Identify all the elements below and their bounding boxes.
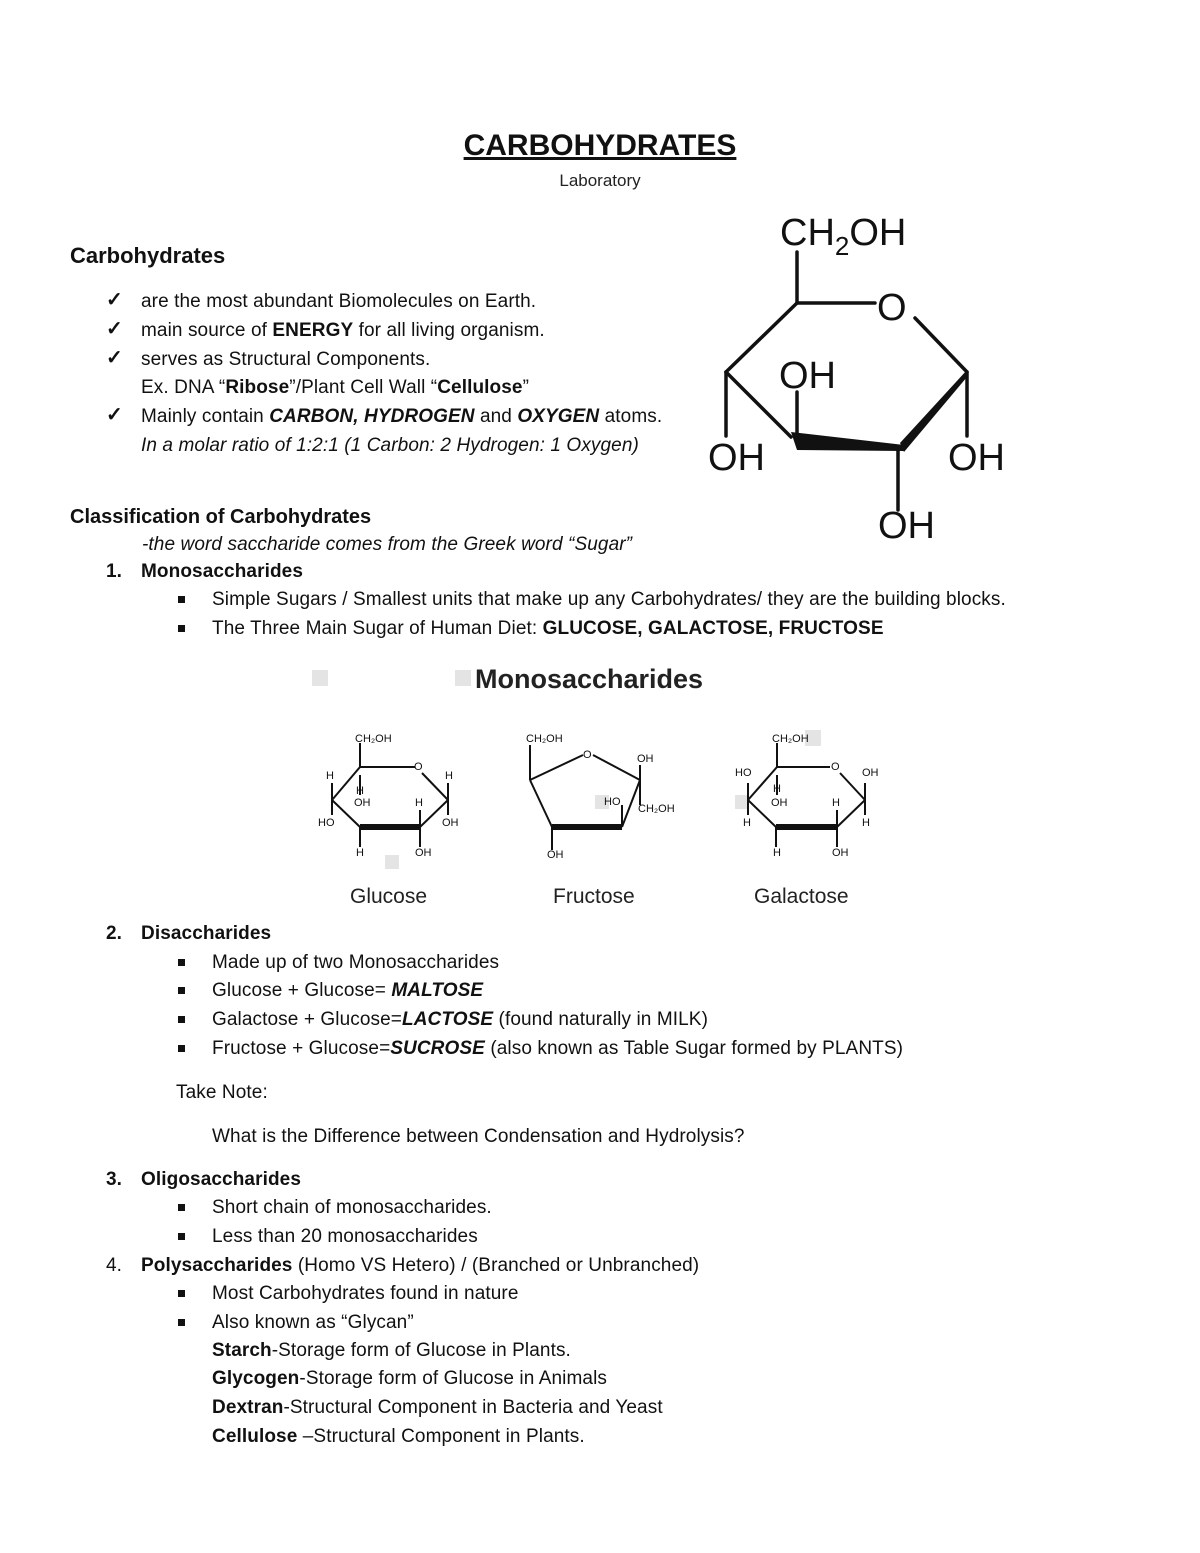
svg-text:H: H — [773, 783, 781, 795]
square-bullet-icon — [178, 1204, 185, 1211]
maltose-line: Glucose + Glucose= MALTOSE — [212, 980, 484, 1001]
svg-text:OH: OH — [878, 505, 935, 547]
svg-text:Glucose: Glucose — [350, 885, 428, 908]
check-icon: ✓ — [106, 289, 123, 311]
svg-text:H: H — [862, 817, 870, 829]
svg-text:OH: OH — [637, 753, 654, 765]
svg-text:Monosaccharides: Monosaccharides — [475, 664, 704, 694]
list-number: 2. — [106, 923, 123, 944]
polysaccharides-heading: Polysaccharides (Homo VS Hetero) / (Branched or Unbranched) — [141, 1255, 700, 1276]
molar-ratio: In a molar ratio of 1:2:1 (1 Carbon: 2 Hydrogen: 1 Oxygen) — [141, 435, 639, 456]
section-heading-carbohydrates: Carbohydrates — [70, 243, 226, 268]
svg-text:H: H — [356, 847, 364, 859]
square-bullet-icon — [178, 1045, 185, 1052]
poly-glycan: Also known as “Glycan” — [212, 1312, 414, 1333]
svg-text:Fructose: Fructose — [553, 885, 635, 908]
svg-text:OH: OH — [415, 847, 432, 859]
svg-text:OH: OH — [862, 767, 879, 779]
take-note-question: What is the Difference between Condensation and Hydrolysis? — [212, 1126, 745, 1147]
list-number: 1. — [106, 561, 123, 582]
lactose-line: Galactose + Glucose=LACTOSE (found naturally in MILK) — [212, 1009, 709, 1030]
square-bullet-icon — [178, 1290, 185, 1297]
square-bullet-icon — [178, 959, 185, 966]
svg-text:OH: OH — [708, 437, 765, 479]
svg-text:OH: OH — [547, 849, 564, 861]
sucrose-line: Fructose + Glucose=SUCROSE (also known as Table Sugar formed by PLANTS) — [212, 1038, 904, 1059]
take-note-label: Take Note: — [176, 1082, 268, 1103]
oligo-definition: Short chain of monosaccharides. — [212, 1197, 492, 1218]
bullet-structural: serves as Structural Components. — [141, 349, 431, 370]
svg-text:OH: OH — [948, 437, 1005, 479]
saccharide-origin-note: -the word saccharide comes from the Greek word “Sugar” — [142, 534, 633, 555]
square-bullet-icon — [178, 596, 185, 603]
di-definition: Made up of two Monosaccharides — [212, 952, 500, 973]
svg-text:HO: HO — [604, 796, 621, 808]
bullet-abundant: are the most abundant Biomolecules on Earth. — [141, 291, 537, 312]
disaccharides-heading: Disaccharides — [141, 923, 272, 944]
page-subtitle: Laboratory — [559, 171, 641, 190]
glucose-structure-diagram — [700, 200, 1030, 550]
svg-text:HO: HO — [735, 767, 752, 779]
svg-text:H: H — [445, 770, 453, 782]
check-icon: ✓ — [106, 347, 123, 369]
cellulose-definition: Cellulose –Structural Component in Plants. — [212, 1426, 585, 1447]
list-number: 3. — [106, 1169, 123, 1190]
svg-text:H: H — [356, 785, 364, 797]
square-bullet-icon — [178, 987, 185, 994]
svg-text:HO: HO — [318, 817, 335, 829]
check-icon: ✓ — [106, 404, 123, 426]
square-bullet-icon — [178, 1319, 185, 1326]
svg-text:OH: OH — [354, 797, 371, 809]
svg-text:H: H — [743, 817, 751, 829]
square-bullet-icon — [178, 1016, 185, 1023]
monosaccharides-diagram — [290, 655, 920, 920]
svg-text:CH₂OH: CH₂OH — [526, 733, 563, 745]
bullet-energy: main source of ENERGY for all living organism. — [141, 320, 545, 341]
poly-nature: Most Carbohydrates found in nature — [212, 1283, 519, 1304]
svg-text:OH: OH — [771, 797, 788, 809]
square-bullet-icon — [178, 1233, 185, 1240]
svg-text:OH: OH — [779, 355, 836, 397]
dextran-definition: Dextran-Structural Component in Bacteria and Yeast — [212, 1397, 663, 1418]
square-bullet-icon — [178, 625, 185, 632]
glycogen-definition: Glycogen-Storage form of Glucose in Animals — [212, 1368, 608, 1389]
svg-text:OH: OH — [442, 817, 459, 829]
svg-text:CH2OH: $CH_2OH$ — [780, 212, 907, 261]
mono-definition: Simple Sugars / Smallest units that make up any Carbohydrates/ they are the building blocks. — [212, 589, 1006, 610]
svg-text:O: O — [583, 749, 592, 761]
svg-text:CH₂OH: CH₂OH — [355, 733, 392, 745]
bullet-elements: Mainly contain CARBON, HYDROGEN and OXYGEN atoms. — [141, 406, 663, 427]
oligo-count: Less than 20 monosaccharides — [212, 1226, 478, 1247]
svg-text:CH₂OH: CH₂OH — [638, 803, 675, 815]
check-icon: ✓ — [106, 318, 123, 340]
mono-main-sugars: The Three Main Sugar of Human Diet: GLUCOSE, GALACTOSE, FRUCTOSE — [212, 618, 884, 639]
svg-text:O: O — [877, 287, 907, 329]
svg-text:Galactose: Galactose — [754, 885, 849, 908]
list-number: 4. — [106, 1255, 123, 1276]
svg-text:O: O — [831, 761, 840, 773]
svg-text:O: O — [414, 761, 423, 773]
svg-text:H: H — [415, 797, 423, 809]
page-title: CARBOHYDRATES — [463, 129, 737, 162]
structural-example: Ex. DNA “Ribose”/Plant Cell Wall “Cellulose” — [141, 377, 530, 398]
svg-text:H: H — [326, 770, 334, 782]
monosaccharides-heading: Monosaccharides — [141, 561, 303, 582]
oligosaccharides-heading: Oligosaccharides — [141, 1169, 302, 1190]
svg-text:H: H — [773, 847, 781, 859]
starch-definition: Starch-Storage form of Glucose in Plants. — [212, 1340, 571, 1361]
section-heading-classification: Classification of Carbohydrates — [70, 506, 372, 528]
svg-text:OH: OH — [832, 847, 849, 859]
svg-text:H: H — [832, 797, 840, 809]
svg-text:CH₂OH: CH₂OH — [772, 733, 809, 745]
